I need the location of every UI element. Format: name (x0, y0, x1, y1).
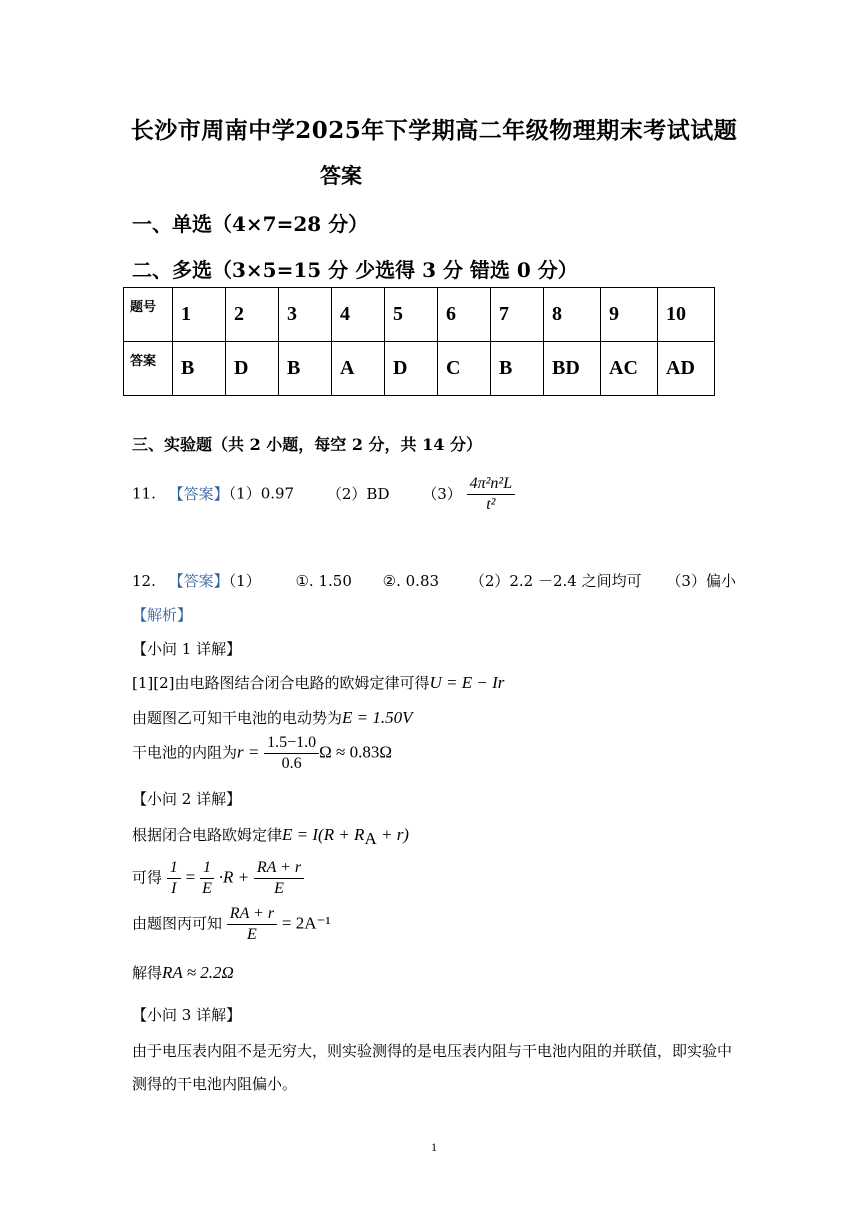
table-cell: B (491, 342, 544, 396)
q12-answer1: ①. 1.50 (295, 572, 352, 590)
q12-answer-tag: 【答案】 (168, 572, 229, 590)
table-cell: D (226, 342, 279, 396)
table-cell: 5 (385, 288, 438, 342)
fraction (254, 858, 304, 899)
q11-part1: （1）0.97 (228, 484, 295, 503)
table-cell: 10 (658, 288, 715, 342)
q12-line (132, 570, 736, 591)
explain-line-4 (132, 824, 409, 849)
row-label-answer: 答案 (124, 342, 173, 396)
table-cell: B (173, 342, 226, 396)
explain-line-1 (132, 672, 504, 693)
q12-part2: （2）2.2 －2.4 之间均可 (469, 572, 642, 590)
explain-text: 根据闭合电路欧姆定律 (132, 826, 283, 844)
analysis-tag: 【解析】 (132, 606, 193, 624)
frac-denominator: 0.6 (281, 755, 302, 772)
table-cell: 4 (332, 288, 385, 342)
table-cell: 3 (279, 288, 332, 342)
equation-middle: ·R + (218, 867, 250, 887)
section-multiple-choice: 二、多选（3×5=15 分 少选得 3 分 错选 0 分） (132, 258, 578, 282)
q11-part3: （3） (422, 484, 462, 503)
fraction (200, 858, 214, 899)
frac-numerator: 1 (200, 858, 214, 879)
table-cell: BD (544, 342, 601, 396)
equation-end: + r) (376, 825, 409, 844)
table-cell: 1 (173, 288, 226, 342)
equation-rhs: Ω ≈ 0.83Ω (319, 742, 393, 762)
explain-text: 由题图乙可知干电池的电动势为 (132, 709, 343, 727)
q12-number: 12. (132, 572, 156, 590)
section-single-choice: 一、单选（4×7=28 分） (132, 212, 369, 236)
frac-numerator: 1 (167, 858, 181, 879)
frac-numerator: RA + r (254, 858, 304, 879)
sub-heading-2: 【小问 2 详解】 (132, 790, 242, 808)
table-cell: 6 (438, 288, 491, 342)
q11-frac-numerator: 4π²n²L (467, 474, 516, 495)
q11-part2: （2）BD (326, 484, 390, 503)
frac-denominator: I (171, 880, 177, 897)
explain-text: 可得 (132, 868, 163, 887)
table-row-numbers (124, 288, 715, 342)
equation: E = 1.50V (342, 708, 413, 727)
table-cell: D (385, 342, 438, 396)
equation-rhs: = 2A⁻¹ (281, 913, 331, 933)
explain-text: 由题图丙可知 (132, 914, 223, 933)
explain-line-8: 由于电压表内阻不是无穷大，则实验测得的是电压表内阻与干电池内阻的并联值，即实验中 (132, 1042, 733, 1060)
explain-line-9: 测得的干电池内阻偏小。 (132, 1075, 298, 1093)
q11-number: 11. (132, 484, 156, 503)
frac-numerator: 1.5−1.0 (264, 733, 319, 754)
table-cell: AD (658, 342, 715, 396)
table-cell: C (438, 342, 491, 396)
sub-heading-1: 【小问 1 详解】 (132, 640, 242, 658)
page-title: 长沙市周南中学2025年下学期高二年级物理期末考试试题 (130, 117, 738, 144)
frac-denominator: E (274, 880, 284, 897)
explain-text: [1][2]由电路图结合闭合电路的欧姆定律可得 (132, 674, 430, 692)
q11-frac-denominator: t² (486, 496, 496, 513)
table-row-answers (124, 342, 715, 396)
explain-line-3 (132, 733, 392, 774)
section-experiment: 三、实验题（共 2 小题，每空 2 分，共 14 分） (132, 435, 482, 454)
table-cell: 7 (491, 288, 544, 342)
fraction (264, 733, 319, 774)
page-subtitle: 答案 (320, 163, 362, 188)
explain-line-6 (132, 904, 331, 945)
explain-text: 干电池的内阻为 (132, 743, 238, 762)
explain-line-7 (132, 962, 234, 983)
answer-table (123, 287, 715, 396)
q12-part1: （1） (228, 572, 261, 590)
frac-denominator: E (202, 880, 212, 897)
explain-line-2 (132, 707, 413, 728)
page-number: 1 (431, 1140, 437, 1154)
equation: E = I(R + R (282, 825, 365, 844)
frac-numerator: RA + r (227, 904, 277, 925)
q12-answer2: ②. 0.83 (382, 572, 440, 590)
q11-answer-tag: 【答案】 (168, 484, 229, 503)
table-cell: 8 (544, 288, 601, 342)
q11-line (132, 474, 515, 515)
table-cell: 9 (601, 288, 658, 342)
frac-denominator: E (247, 926, 257, 943)
sub-heading-3: 【小问 3 详解】 (132, 1006, 242, 1024)
q11-fraction (467, 474, 516, 515)
equals-sign: = (185, 867, 196, 887)
equation: U = E − Ir (429, 673, 505, 692)
subscript: A (364, 829, 377, 848)
table-cell: A (332, 342, 385, 396)
explain-line-5 (132, 858, 304, 899)
row-label-question: 题号 (124, 288, 173, 342)
equation-lhs: r = (237, 742, 260, 762)
equation: RA ≈ 2.2Ω (162, 963, 234, 982)
fraction (167, 858, 181, 899)
q12-part3: （3）偏小 (666, 572, 736, 590)
table-cell: AC (601, 342, 658, 396)
fraction (227, 904, 277, 945)
explain-text: 解得 (132, 964, 163, 982)
table-cell: 2 (226, 288, 279, 342)
table-cell: B (279, 342, 332, 396)
